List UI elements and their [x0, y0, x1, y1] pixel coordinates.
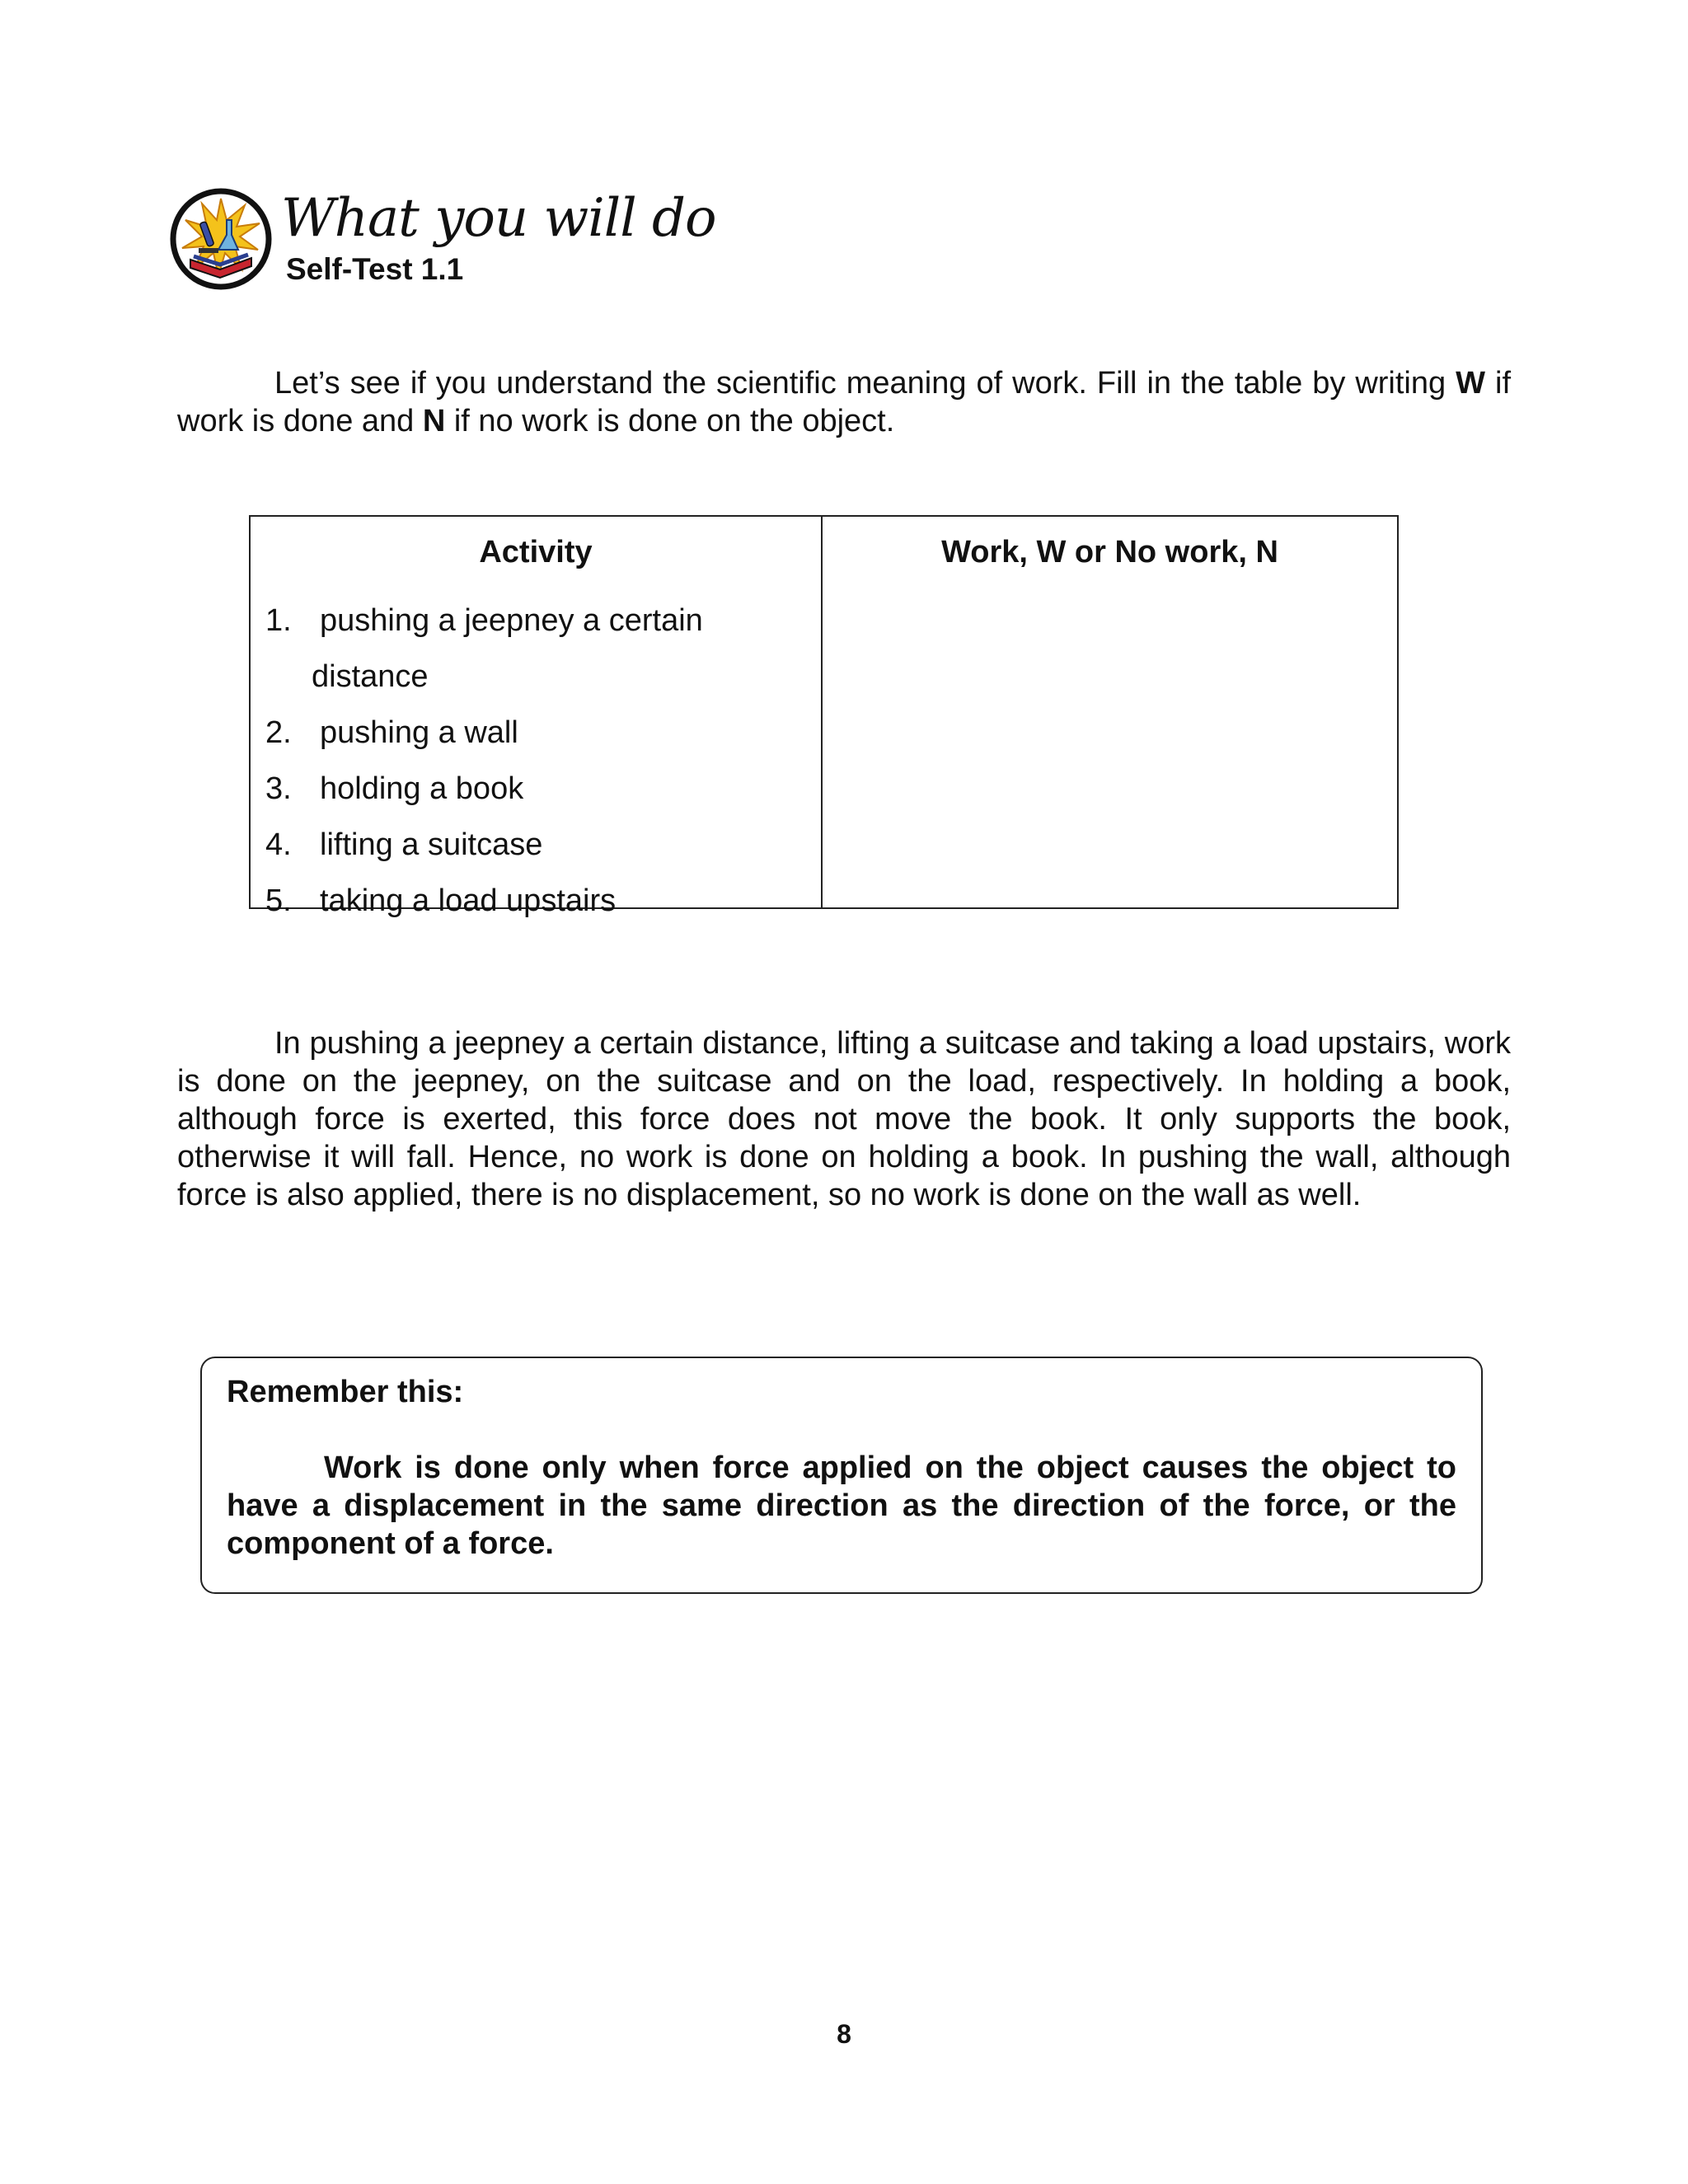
row-number: 5. [265, 883, 292, 918]
table-row [265, 705, 813, 761]
remember-title: Remember this: [227, 1375, 464, 1409]
intro-text: Let’s see if you understand the scientific meaning of work. Fill in the table by writing [274, 366, 1447, 401]
table-row [265, 761, 813, 817]
row-activity-continued: distance [312, 659, 429, 694]
activity-list [265, 593, 813, 929]
row-number: 2. [265, 715, 292, 750]
activity-table [249, 515, 1399, 918]
remember-body [227, 1449, 1456, 1563]
row-activity: lifting a suitcase [320, 827, 543, 862]
row-activity: pushing a jeepney a certain [320, 603, 703, 638]
row-activity: taking a load upstairs [320, 883, 617, 918]
self-test-label: Self-Test 1.1 [286, 252, 464, 286]
intro-bold-n: N [422, 404, 446, 438]
remember-text: Work is done only when force applied on the object causes the object to have a displacement in the same direction as the direction of the force, or the component of a force. [227, 1451, 1456, 1561]
work-answer-column[interactable] [823, 517, 1397, 907]
page-number: 8 [837, 2019, 851, 2049]
explanation-text: In pushing a jeepney a certain distance, lifting a suitcase and taking a load upstairs, work is done on the jeepney, on the suitcase and on the load, respectively. In holding a book, although force is exerted, this force does not move the book. It only supports the book, otherwise it will fall. Hence, no work is done on holding a book. In pushing the wall, although force is also applied, there is no displacement, so no work is done on the wall as well. [177, 1026, 1511, 1212]
section-header [169, 185, 911, 301]
intro-text-mid: if work is done and [177, 366, 1512, 438]
table-row [265, 873, 813, 929]
row-activity: holding a book [320, 771, 524, 806]
table-row [265, 593, 813, 649]
intro-text-end: if no work is done on the object. [445, 404, 895, 438]
row-number: 3. [265, 771, 292, 806]
row-number: 4. [265, 827, 292, 862]
activity-column [251, 517, 823, 918]
section-title: What you will do [281, 188, 716, 249]
science-tools-emblem-icon [169, 187, 273, 291]
intro-paragraph [177, 364, 1511, 440]
row-activity: pushing a wall [320, 715, 518, 750]
row-number: 1. [265, 603, 292, 638]
explanation-paragraph [177, 1024, 1511, 1214]
remember-box [200, 1357, 1483, 1594]
work-header: Work, W or No work, N [941, 535, 1278, 569]
intro-bold-w: W [1456, 366, 1486, 401]
table-row [265, 817, 813, 873]
table-row-continuation [265, 649, 813, 705]
activity-header: Activity [479, 535, 593, 569]
